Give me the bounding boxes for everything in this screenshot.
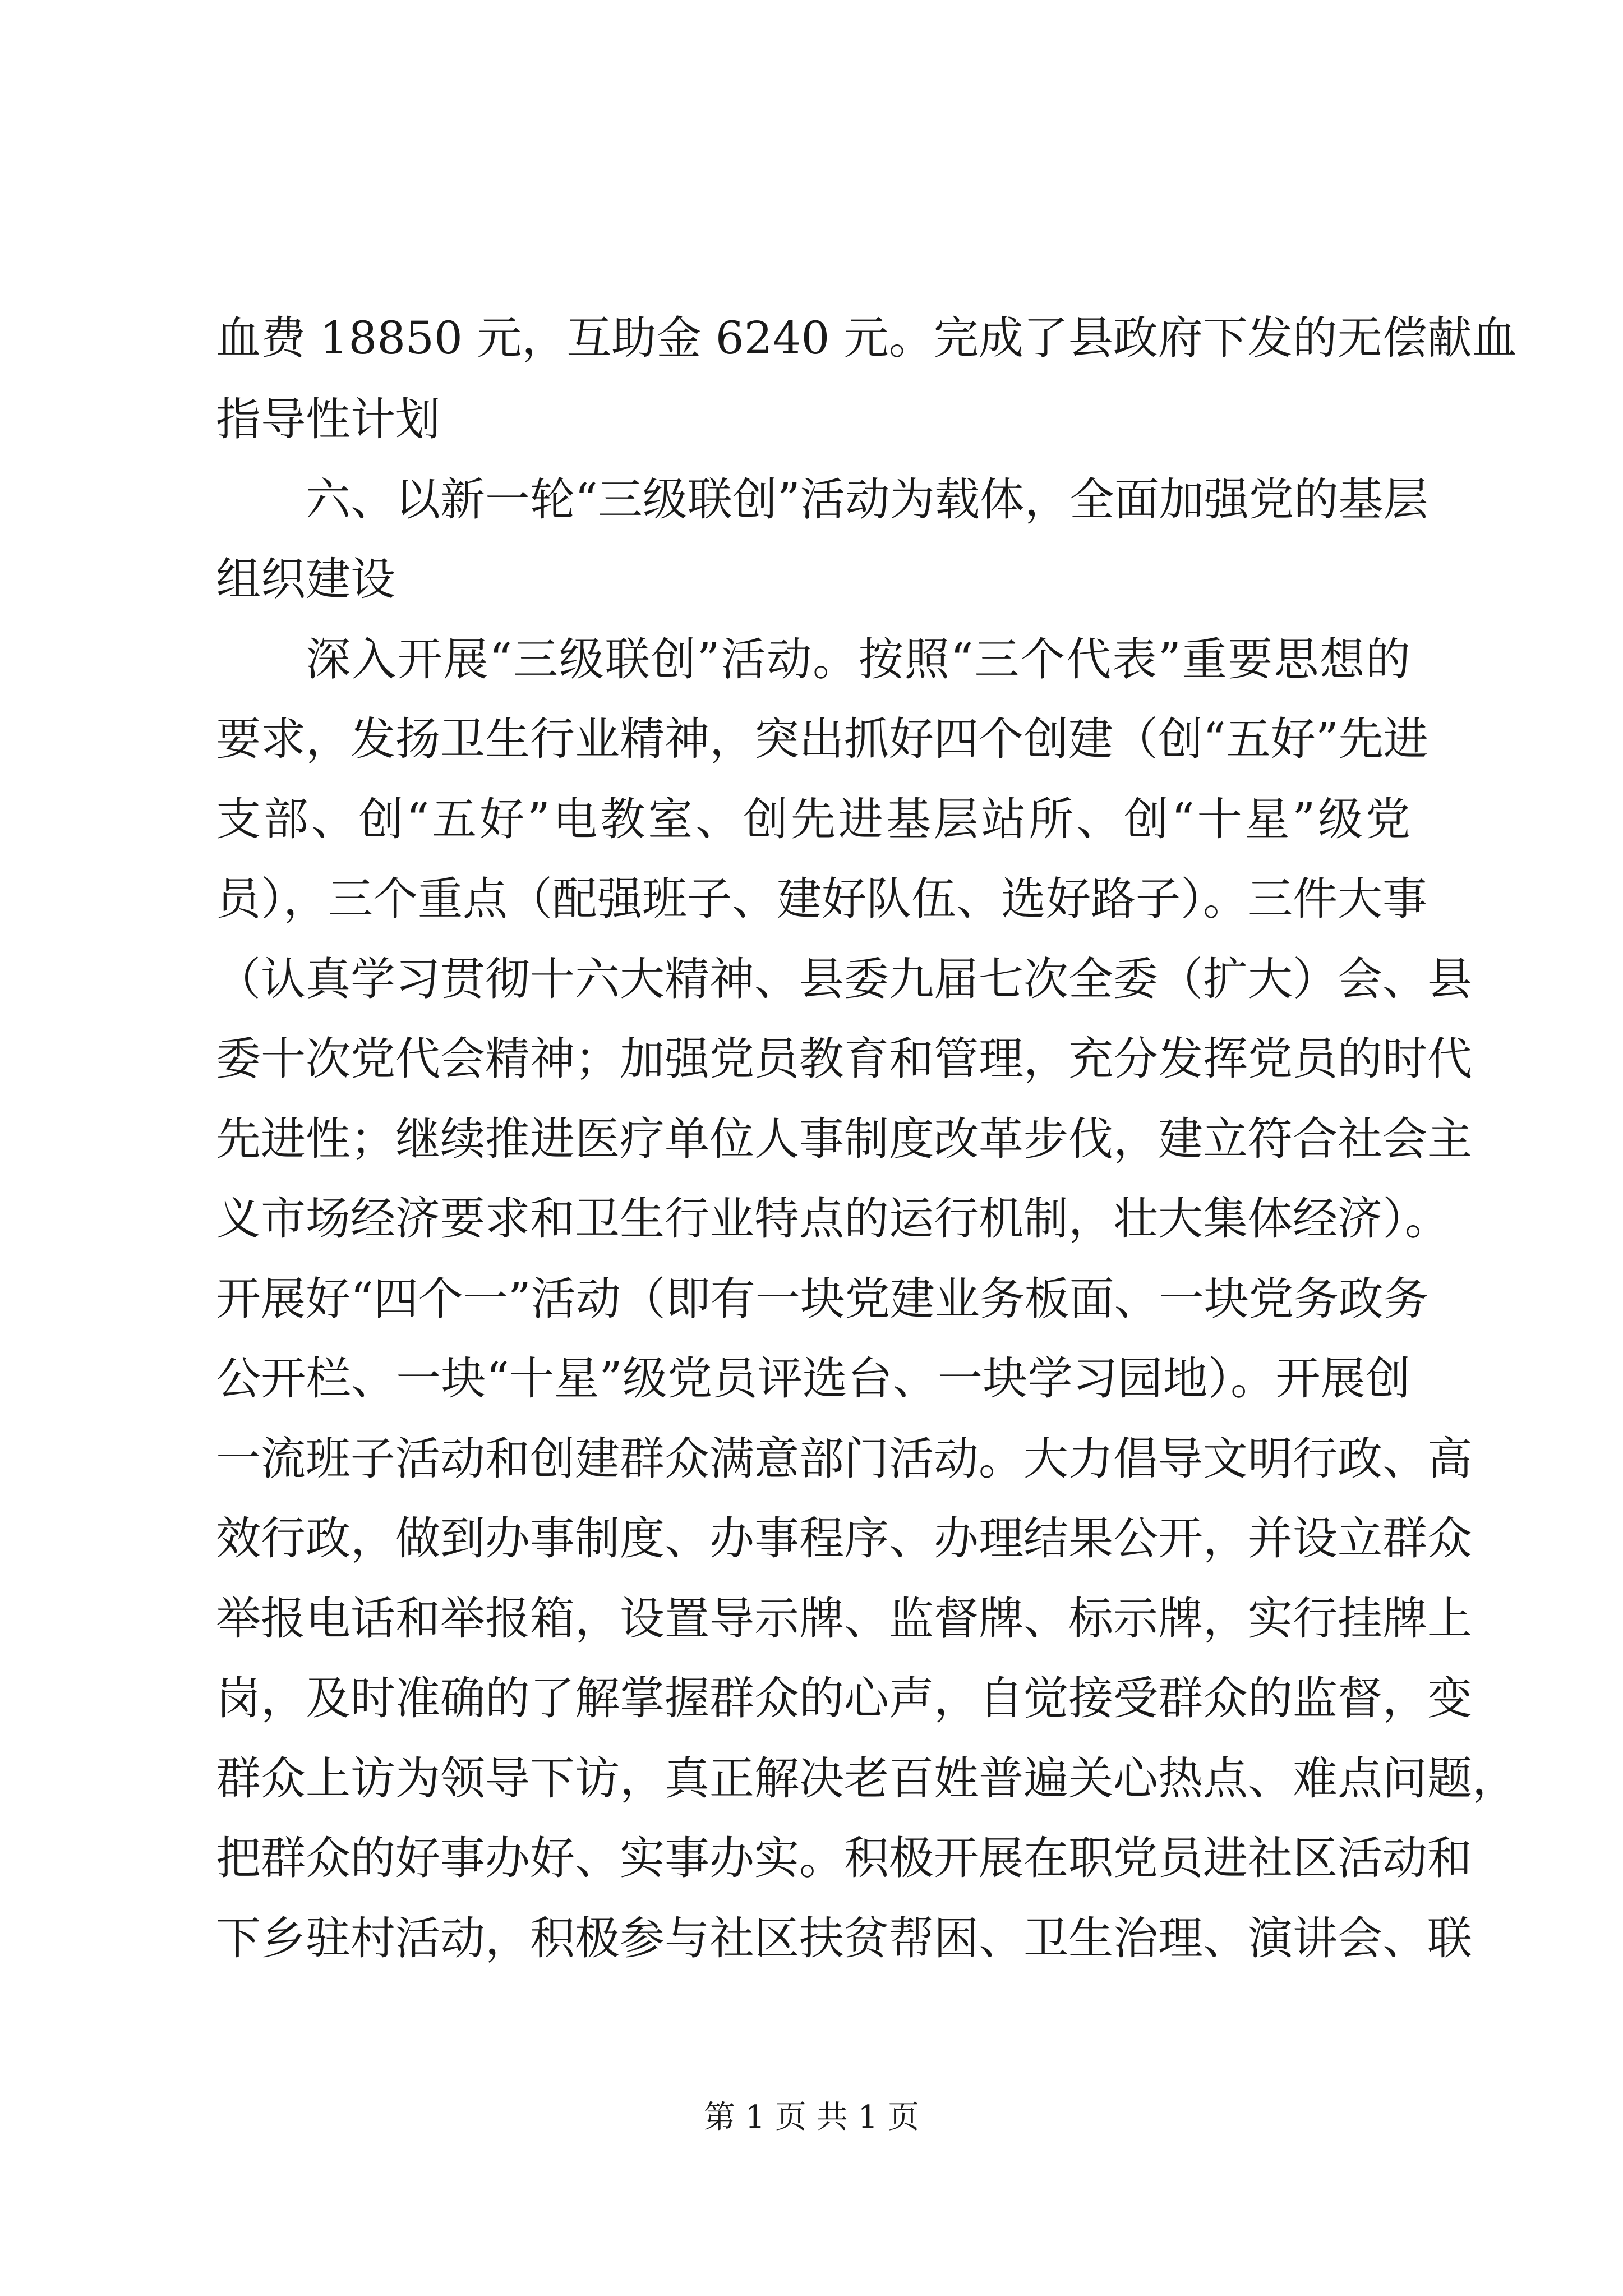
text-line: 效行政，做到办事制度、办事程序、办理结果公开，并设立群众 [216,1512,1472,1565]
text-line: 要求，发扬卫生行业精神，突出抓好四个创建（创“五好”先进 [216,713,1428,765]
page-footer [0,2098,1623,2137]
text-line: 一流班子活动和创建群众满意部门活动。大力倡导文明行政、高 [216,1433,1472,1485]
text-line: 开展好“四个一”活动（即有一块党建业务板面、一块党务政务 [216,1273,1428,1325]
text-line: 员），三个重点（配强班子、建好队伍、选好路子）。三件大事 [216,873,1427,925]
text-line: 深入开展“三级联创”活动。按照“三个代表”重要思想的 [306,633,1410,685]
text-line: 把群众的好事办好、实事办实。积极开展在职党员进社区活动和 [216,1832,1472,1884]
text-line: 血费 18850 元，互助金 6240 元。完成了县政府下发的无偿献血 [216,312,1517,364]
text-line: 委十次党代会精神；加强党员教育和管理，充分发挥党员的时代 [216,1033,1472,1085]
text-line: 下乡驻村活动，积极参与社区扶贫帮困、卫生治理、演讲会、联 [216,1912,1472,1964]
text-line: 岗，及时准确的了解掌握群众的心声，自觉接受群众的监督，变 [216,1672,1472,1724]
text-line: 举报电话和举报箱，设置导示牌、监督牌、标示牌，实行挂牌上 [216,1593,1472,1645]
text-line: 公开栏、一块“十星”级党员评选台、一块学习园地）。开展创 [216,1352,1410,1405]
section-heading: 组织建设 [216,553,395,605]
page-number-label: 第 1 页 共 1 页 [703,2099,920,2136]
text-line: （认真学习贯彻十六大精神、县委九届七次全委（扩大）会、县 [216,953,1472,1005]
text-line: 指导性计划 [216,393,440,445]
text-line: 义市场经济要求和卫生行业特点的运行机制，壮大集体经济）。 [216,1193,1450,1245]
text-line: 支部、创“五好”电教室、创先进基层站所、创“十星”级党 [216,793,1410,845]
text-line: 先进性；继续推进医疗单位人事制度改革步伐，建立符合社会主 [216,1113,1472,1165]
text-line: 群众上访为领导下访，真正解决老百姓普遍关心热点、难点问题， [216,1752,1517,1805]
section-heading: 六、以新一轮“三级联创”活动为载体，全面加强党的基层 [306,473,1428,526]
